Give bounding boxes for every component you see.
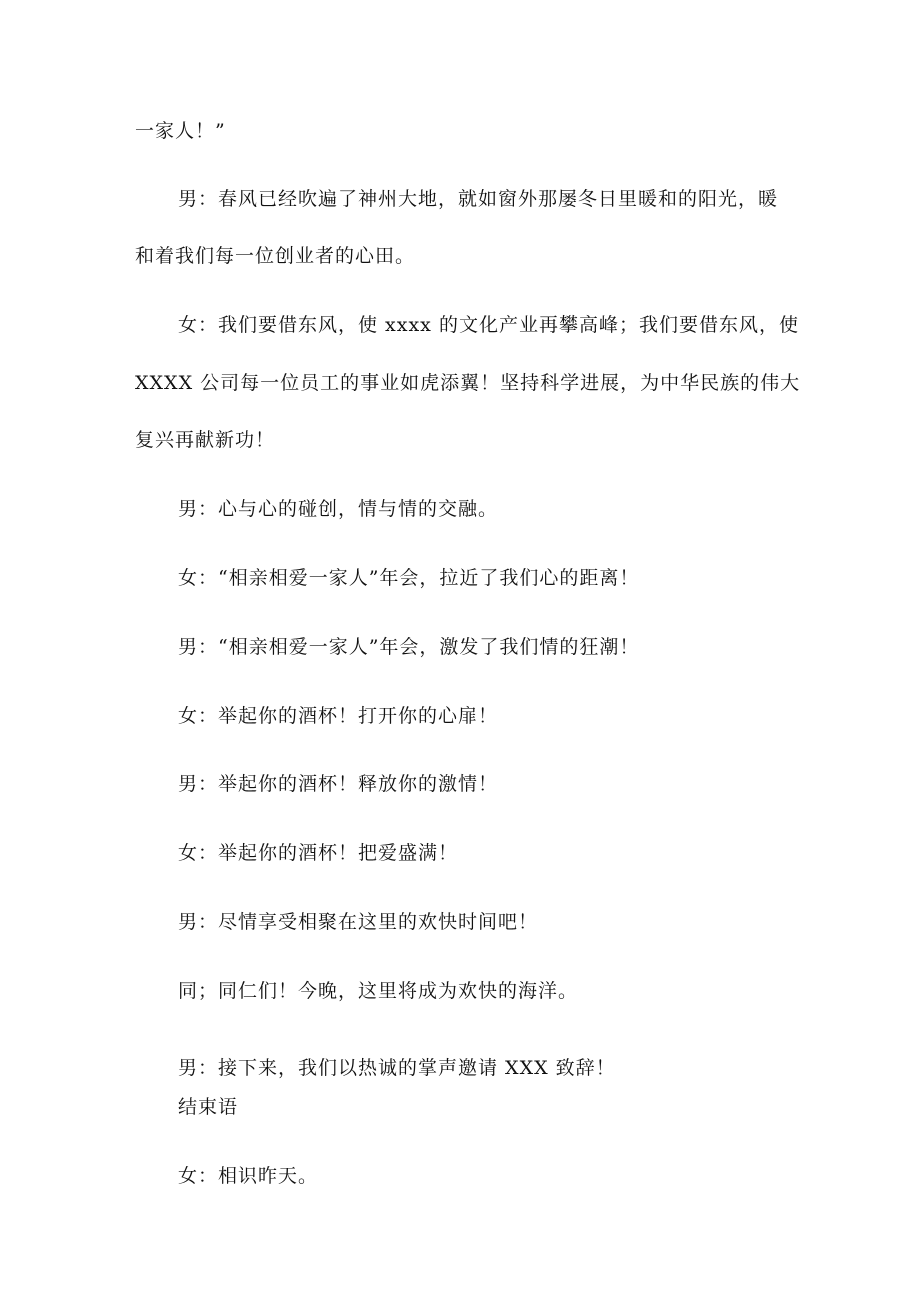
text-line: 和着我们每一位创业者的心田。: [135, 245, 416, 267]
text-line: 同；同仁们！今晚，这里将成为欢快的海洋。: [178, 980, 579, 1002]
text-line: 女：“相亲相爱一家人”年会，拉近了我们心的距离！: [178, 567, 640, 589]
text-line: 男：春风已经吹遍了神州大地，就如窗外那屡冬日里暖和的阳光，暖: [178, 188, 779, 210]
text-line: 男：心与心的碰创，情与情的交融。: [178, 498, 499, 520]
text-line: 女：相识昨天。: [178, 1165, 319, 1187]
text-line: 男：尽情享受相聚在这里的欢快时间吧！: [178, 911, 539, 933]
text-line: 男：“相亲相爱一家人”年会，激发了我们情的狂潮！: [178, 636, 640, 658]
text-line: 女：举起你的酒杯！把爱盛满！: [178, 842, 459, 864]
text-line: 一家人！”: [135, 120, 226, 142]
text-line: 女：我们要借东风，使 xxxx 的文化产业再攀高峰；我们要借东风，使: [178, 314, 799, 336]
text-line: 复兴再献新功！: [135, 429, 276, 451]
text-line: 女：举起你的酒杯！打开你的心扉！: [178, 705, 499, 727]
text-line: XXXX 公司每一位员工的事业如虎添翼！坚持科学进展，为中华民族的伟大: [135, 372, 801, 394]
text-line: 男：接下来，我们以热诚的掌声邀请 XXX 致辞！: [178, 1057, 616, 1079]
section-heading: 结束语: [178, 1096, 239, 1118]
text-line: 男：举起你的酒杯！释放你的激情！: [178, 773, 499, 795]
